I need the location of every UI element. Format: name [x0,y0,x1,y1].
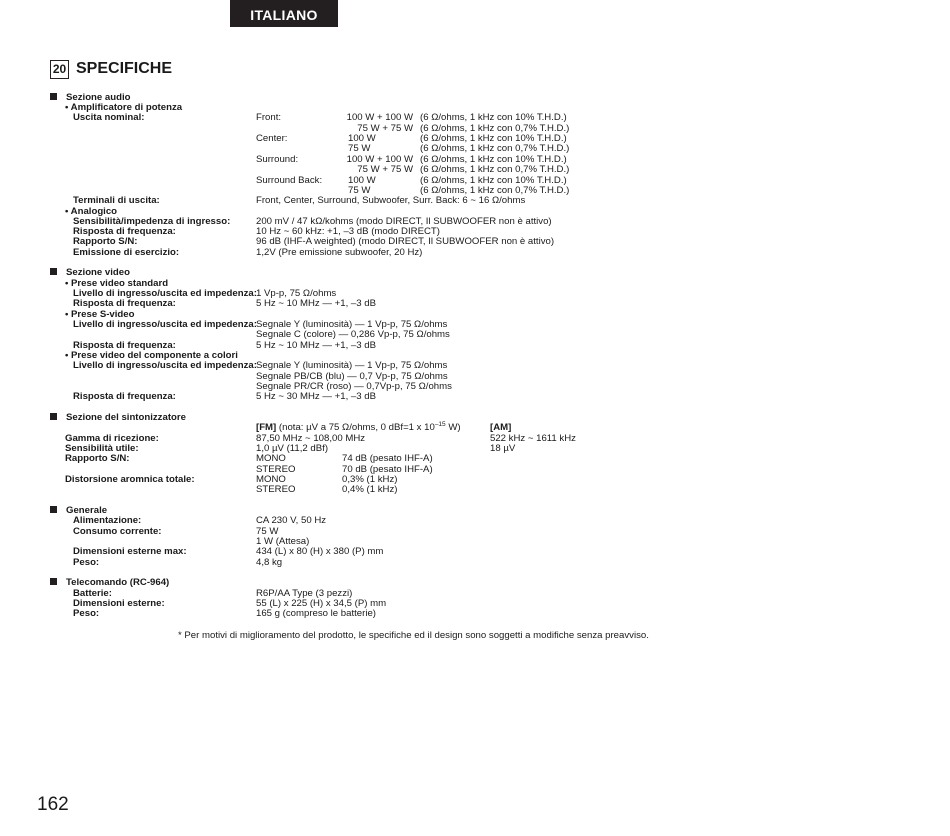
language-tab: ITALIANO [230,0,338,27]
range-label: Gamma di ricezione: [65,433,159,444]
surround-cond-1: (6 Ω/ohms, 1 kHz con 10% T.H.D.) [420,154,567,165]
range-fm-value: 87,50 MHz ~ 108,00 MHz [256,433,366,444]
audio-frequency-label: Risposta di frequenza: [73,226,176,237]
std-freq-label: Risposta di frequenza: [73,298,176,309]
surround-cond-2: (6 Ω/ohms, 1 kHz con 0,7% T.H.D.) [420,164,570,175]
input-sensitivity-label: Sensibilità/impedenza di ingresso: [73,216,231,227]
fm-header: [FM] (nota: µV a 75 Ω/ohms, 0 dBf=1 x $10^{-15}$ W) [256,421,461,433]
battery-value: R6P/AA Type (3 pezzi) [256,588,353,599]
power-label: Alimentazione: [73,515,142,526]
section-number: 20 [50,60,69,79]
audio-heading: Sezione audio [50,93,131,103]
remote-weight-label: Peso: [73,608,100,619]
general-heading: Generale [50,506,107,516]
std-level-value: 1 Vp-p, 75 Ω/ohms [256,288,337,299]
remote-heading: Telecomando (RC-964) [50,578,169,588]
comp-freq-value: 5 Hz ~ 30 MHz — +1, –3 dB [256,391,376,402]
sn-stereo-label: STEREO [256,464,296,475]
front-label: Front: [256,112,282,123]
sn-stereo-value: 70 dB (pesato IHF-A) [342,464,433,475]
center-value-1: 100 W [348,133,376,144]
audio-sn-value: 96 dB (IHF-A weighted) (modo DIRECT, Il SUBWOOFER non è attivo) [256,236,555,247]
surround-back-value-2: 75 W [348,185,371,196]
front-cond-2: (6 Ω/ohms, 1 kHz con 0,7% T.H.D.) [420,123,570,134]
weight-value: 4,8 kg [256,557,283,568]
sv-level-value-2: Segnale C (colore) — 0,286 Vp-p, 75 Ω/ohms [256,329,450,340]
bullet-square-icon [50,578,57,585]
dimensions-value: 434 (L) x 80 (H) x 380 (P) mm [256,546,384,557]
std-freq-value: 5 Hz ~ 10 MHz — +1, –3 dB [256,298,376,309]
remote-dimensions-value: 55 (L) x 225 (H) x 34,5 (P) mm [256,598,387,609]
input-sensitivity-value: 200 mV / 47 kΩ/kohms (modo DIRECT, Il SUBWOOFER non è attivo) [256,216,552,227]
comp-level-value-3: Segnale PR/CR (roso) — 0,7Vp-p, 75 Ω/ohms [256,381,452,392]
sv-level-value-1: Segnale Y (luminosità) — 1 Vp-p, 75 Ω/ohms [256,319,448,330]
tuner-sens-fm: 1,0 µV (11,2 dBf) [256,443,329,454]
svideo-heading: • Prese S-video [65,309,135,320]
terminals-label: Terminali di uscita: [73,195,160,206]
tuner-sn-label: Rapporto S/N: [65,453,130,464]
audio-frequency-value: 10 Hz ~ 60 kHz: +1, –3 dB (modo DIRECT) [256,226,440,237]
tuner-sens-label: Sensibilità utile: [65,443,139,454]
comp-level-value-2: Segnale PB/CB (blu) — 0,7 Vp-p, 75 Ω/ohms [256,371,448,382]
page-number: 162 [37,794,69,815]
emission-value: 1,2V (Pre emissione subwoofer, 20 Hz) [256,247,423,258]
tuner-heading: Sezione del sintonizzatore [50,413,186,423]
analog-heading: • Analogico [65,206,118,217]
terminals-value: Front, Center, Surround, Subwoofer, Surr. Back: 6 ~ 16 Ω/ohms [256,195,526,206]
footnote: * Per motivi di miglioramento del prodotto, le specifiche ed il design sono soggetti a modifiche senza preavviso. [178,630,649,641]
dist-stereo-label: STEREO [256,484,296,495]
emission-label: Emissione di esercizio: [73,247,180,258]
comp-level-label: Livello di ingresso/uscita ed impedenza: [73,360,257,371]
surround-back-label: Surround Back: [256,175,323,186]
bullet-square-icon [50,93,57,100]
dist-stereo-value: 0,4% (1 kHz) [342,484,398,495]
audio-sn-label: Rapporto S/N: [73,236,138,247]
battery-label: Batterie: [73,588,112,599]
center-value-2: 75 W [348,143,371,154]
center-cond-2: (6 Ω/ohms, 1 kHz con 0,7% T.H.D.) [420,143,570,154]
weight-label: Peso: [73,557,100,568]
front-value-1: 100 W + 100 W [346,112,413,123]
surround-back-cond-1: (6 Ω/ohms, 1 kHz con 10% T.H.D.) [420,175,567,186]
sv-freq-value: 5 Hz ~ 10 MHz — +1, –3 dB [256,340,376,351]
component-heading: • Prese video del componente a colori [65,350,238,361]
power-value: CA 230 V, 50 Hz [256,515,327,526]
surround-back-cond-2: (6 Ω/ohms, 1 kHz con 0,7% T.H.D.) [420,185,570,196]
comp-level-value-1: Segnale Y (luminosità) — 1 Vp-p, 75 Ω/ohms [256,360,448,371]
comp-freq-label: Risposta di frequenza: [73,391,176,402]
dist-mono-value: 0,3% (1 kHz) [342,474,398,485]
am-header: [AM] [490,422,512,433]
range-am-value: 522 kHz ~ 1611 kHz [490,433,576,444]
standard-video-heading: • Prese video standard [65,278,169,289]
bullet-square-icon [50,413,57,420]
center-label: Center: [256,133,288,144]
consumption-value: 75 W [256,526,279,537]
output-label: Uscita nominal: [73,112,145,123]
amplifier-heading: • Amplificatore di potenza [65,102,183,113]
remote-weight-value: 165 g (compreso le batterie) [256,608,376,619]
distortion-label: Distorsione aromnica totale: [65,474,195,485]
standby-value: 1 W (Attesa) [256,536,310,547]
bullet-square-icon [50,506,57,513]
bullet-square-icon [50,268,57,275]
front-cond-1: (6 Ω/ohms, 1 kHz con 10% T.H.D.) [420,112,567,123]
video-heading: Sezione video [50,268,130,278]
surround-back-value-1: 100 W [348,175,376,186]
section-title: SPECIFICHE [76,60,173,77]
surround-value-2: 75 W + 75 W [357,164,413,175]
consumption-label: Consumo corrente: [73,526,162,537]
sv-freq-label: Risposta di frequenza: [73,340,176,351]
sn-mono-value: 74 dB (pesato IHF-A) [342,453,433,464]
remote-dimensions-label: Dimensioni esterne: [73,598,165,609]
surround-value-1: 100 W + 100 W [346,154,413,165]
sn-mono-label: MONO [256,453,286,464]
front-value-2: 75 W + 75 W [357,123,413,134]
std-level-label: Livello di ingresso/uscita ed impedenza: [73,288,257,299]
tuner-sens-am: 18 µV [490,443,516,454]
sv-level-label: Livello di ingresso/uscita ed impedenza: [73,319,257,330]
center-cond-1: (6 Ω/ohms, 1 kHz con 10% T.H.D.) [420,133,567,144]
dimensions-label: Dimensioni esterne max: [73,546,187,557]
dist-mono-label: MONO [256,474,286,485]
surround-label: Surround: [256,154,299,165]
